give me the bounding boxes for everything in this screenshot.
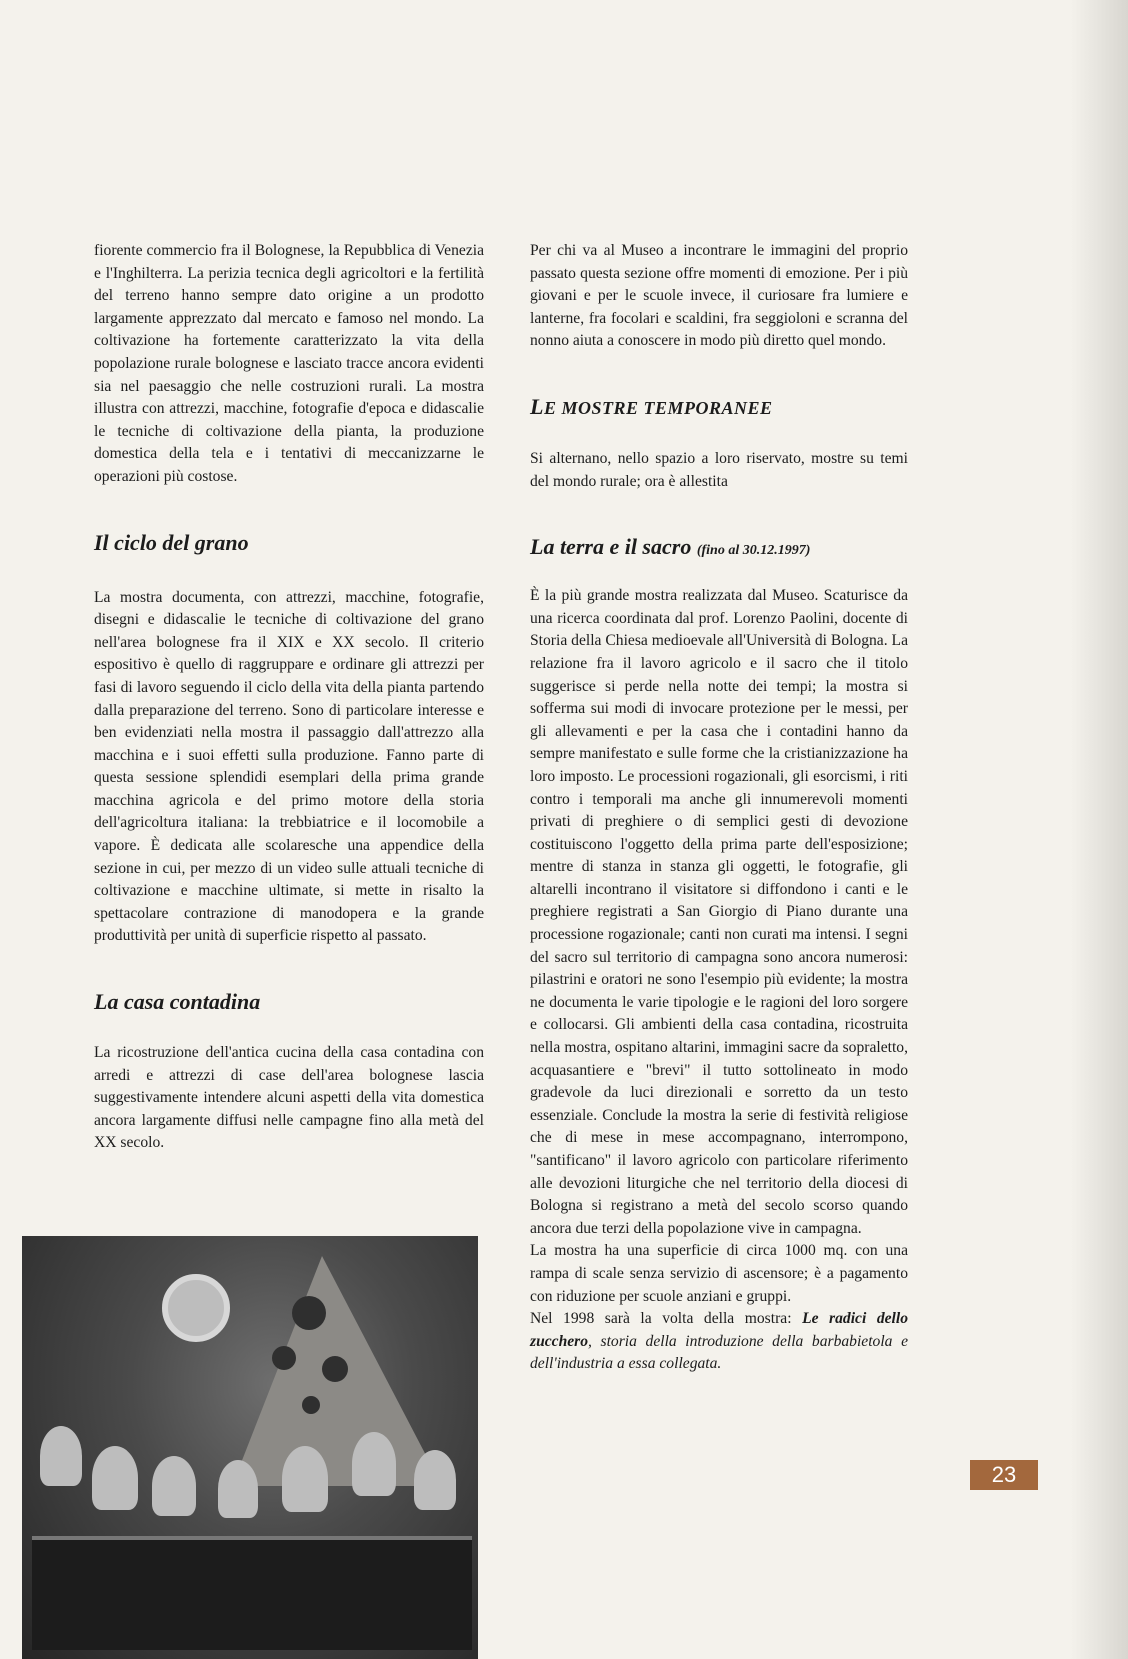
section-heading-mostre-temporanee — [530, 393, 908, 422]
hanging-lamp — [162, 1274, 230, 1342]
museo-paragraph: Per chi va al Museo a incontrare le immagini del proprio passato questa sezione offre momenti di emozione. Per i più giovani e per le scuole invece, il curiosare fra lumiere e lanterne, fra focolari e scaldini, fra seggioloni e scranna del nonno aiuta a conoscere in modo più diretto quel mondo. — [530, 242, 908, 350]
heading-rest: E MOSTRE TEMPORANEE — [543, 397, 773, 418]
section-heading-terra-e-sacro — [530, 533, 908, 565]
terra-paragraph: È la più grande mostra realizzata dal Museo. Scaturisce da una ricerca coordinata dal prof. Lorenzo Paolini, docente di Storia della Chiesa medioevale all'Università di Bologna. La relazione fra il lavoro agricolo e il sacro che il titolo suggerisce si perde nella notte dei tempi; la mostra si sofferma sui modi di invocare protezione per le messi, per gli allevamenti e per la casa che i contadini hanno da sempre manifestato e sulle forme che la cristianizzazione ha loro imposto. Le processioni rogazionali, gli esorcismi, i riti contro i temporali ma anche gli innumerevoli momenti privati di preghiere o di semplici gesti di devozione costituiscono l'oggetto della prima parte dell'esposizione; mentre di stanza in stanza gli oggetti, le fotografie, gli altarelli incontrano il visitatore si diffondono i canti e le preghiere registrati a San Giorgio di Piano durante una processione rogazionale; canti non curati ma intensi. I segni del sacro sul territorio di campagna sono ancora numerosi: pilastrini e oratori ne sono l'esempio più evidente; la mostra ne documenta le varie tipologie e le ragioni del loro sorgere e collocarsi. Gli ambienti della casa contadina, ricostruita nella mostra, ospitano altarini, immagini sacre da sopraletto, acquasantiere e "brevi" il tutto sottolineato in modo gradevole da luci direzionali e sorretto da un testo essenziale. Conclude la mostra la serie di festività religiose che di mese in mese accompagnano, interrompono, "santificano" il lavoro agricolo con particolare riferimento alle devozioni liturgiche che nel territorio della diocesi di Bologna si registrano a metà del secolo scorso quando ancora due terzi della popolazione vive in campagna. — [530, 587, 908, 1237]
heading-title: La terra e il sacro — [530, 534, 692, 560]
student-figure — [152, 1456, 196, 1516]
terra-info-paragraph: La mostra ha una superficie di circa 1000 mq. con una rampa di scale senza servizio di ascensore; è a pagamento con riduzione per scuole anziani e gruppi. — [530, 1242, 908, 1305]
intro-paragraph: fiorente commercio fra il Bolognese, la Repubblica di Venezia e l'Inghilterra. La perizia tecnica degli agricoltori e la fertilità del terreno hanno sempre dato origine a un prodotto largamente apprezzato dal mercato e famoso nel mondo. La coltivazione ha fortemente caratterizzato la vita della popolazione rurale bolognese e lasciato tracce ancora evidenti sia nel paesaggio che nelle costruzioni rurali. La mostra illustra con attrezzi, macchine, fotografie d'epoca e didascalie le tecniche di coltivazione della pianta, la produzione domestica della tela e i tentativi di meccanizzarne le operazioni più costose. — [94, 242, 484, 485]
student-figure — [352, 1432, 396, 1496]
mostre-paragraph: Si alternano, nello spazio a loro riservato, mostre su temi del mondo rurale; ora è allestita — [530, 449, 908, 490]
right-column — [530, 240, 908, 1376]
table — [32, 1536, 472, 1650]
closing-paragraph — [530, 1308, 908, 1376]
student-figure — [218, 1460, 258, 1518]
wall-plate — [302, 1396, 320, 1414]
heading-initial: L — [530, 393, 544, 419]
wall-plate — [272, 1346, 296, 1370]
student-figure — [414, 1450, 456, 1510]
heading-date: (fino al 30.12.1997) — [696, 543, 811, 559]
wall-plate — [292, 1296, 326, 1330]
closing-tail: , storia della introduzione della barbabietola e dell'industria a essa collegata. — [530, 1332, 908, 1373]
student-figure — [92, 1446, 138, 1510]
wall-plate — [322, 1356, 348, 1382]
page-edge-shadow — [1070, 0, 1128, 1659]
casa-paragraph: La ricostruzione dell'antica cucina della casa contadina con arredi e attrezzi di case dell'area bolognese lascia suggestivamente intendere alcuni aspetti della vita domestica ancora largamente diffusi nelle campagne fino alla metà del XX secolo. — [94, 1044, 484, 1152]
left-column — [94, 240, 484, 1155]
kitchen-photo — [22, 1236, 478, 1659]
section-heading-casa-contadina: La casa contadina — [94, 989, 261, 1015]
section-heading-ciclo-del-grano: Il ciclo del grano — [94, 529, 249, 555]
page-number: 23 — [970, 1460, 1038, 1490]
closing-title: Le radici dello zucchero — [530, 1310, 909, 1350]
closing-lead: Nel 1998 sarà la volta della mostra: — [530, 1310, 803, 1328]
student-figure — [282, 1446, 328, 1512]
ciclo-paragraph: La mostra documenta, con attrezzi, macchine, fotografie, disegni e didascalie le tecniche di coltivazione del grano nell'area bolognese fra il XIX e XX secolo. Il criterio espositivo è quello di raggruppare e ordinare gli attrezzi per fasi di lavoro seguendo il ciclo della vita della pianta partendo dalla preparazione del terreno. Sono di particolare interesse e ben evidenziati nella mostra il passaggio dall'attrezzo alla macchina e i suoi effetti sulla produzione. Fanno parte di questa sessione splendidi esemplari della prima grande macchina agricola e del primo motore della storia dell'agricoltura italiana: la trebbiatrice e il locomobile a vapore. È dedicata alle scolaresche una appendice della sezione in cui, per mezzo di un video sulle attuali tecniche di coltivazione e macchine ultimate, si mette in risalto la spettacolare contrazione di manodopera e la grande produttività per unità di superficie rispetto al passato. — [94, 588, 484, 945]
student-figure — [40, 1426, 82, 1486]
